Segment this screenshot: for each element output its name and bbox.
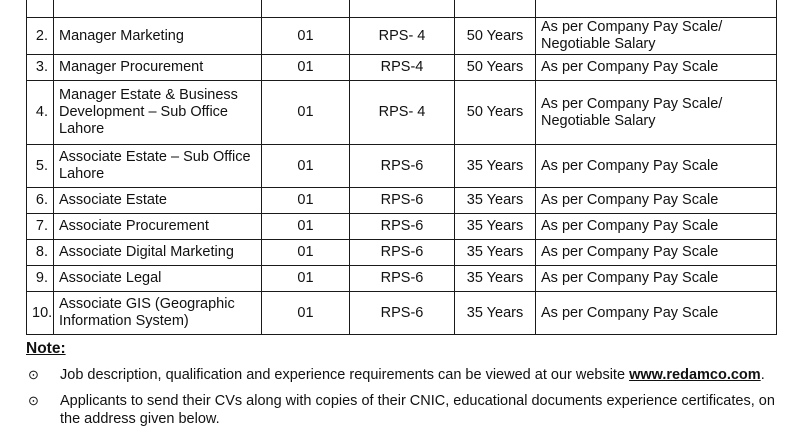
max-age: 35 Years [455,214,536,240]
salary-text [536,0,777,18]
row-number [27,0,54,18]
table-row [27,18,777,55]
post-quantity: 01 [262,266,350,292]
salary-text: As per Company Pay Scale [536,292,777,335]
post-title: Associate Procurement [54,214,262,240]
pay-scale: RPS-6 [350,240,455,266]
note-text [60,366,786,384]
row-number: 10. [27,292,54,335]
table-row [27,145,777,188]
post-title: Manager Procurement [54,55,262,81]
max-age: 35 Years [455,145,536,188]
post-quantity: 01 [262,240,350,266]
post-title-line: Lahore [59,166,105,182]
salary-text: As per Company Pay Scale [536,266,777,292]
row-number: 6. [27,188,54,214]
row-number: 8. [27,240,54,266]
pay-scale [350,0,455,18]
row-number: 7. [27,214,54,240]
positions-table [26,0,777,335]
salary-text: As per Company Pay Scale [536,240,777,266]
max-age: 35 Years [455,240,536,266]
post-title [54,145,262,188]
salary-text: As per Company Pay Scale/ Negotiable Salary [536,81,777,145]
salary-text: As per Company Pay Scale/ Negotiable Salary [536,18,777,55]
post-title-line: Associate Estate – Sub Office [59,149,251,165]
post-quantity: 01 [262,188,350,214]
post-title: Associate Estate [54,188,262,214]
table-row [27,0,777,18]
note-website-end: . [760,367,765,383]
pay-scale: RPS-6 [350,292,455,335]
post-title [54,0,262,18]
row-number: 9. [27,266,54,292]
salary-text: As per Company Pay Scale [536,145,777,188]
note-website-text: Job description, qualification and experience requirements can be viewed at our website [60,367,630,383]
post-quantity: 01 [262,18,350,55]
post-title [54,81,262,145]
post-title: Associate Digital Marketing [54,240,262,266]
post-quantity: 01 [262,145,350,188]
post-title-line: Information System) [59,313,189,329]
notes-title: Note: [26,340,66,357]
max-age: 50 Years [455,18,536,55]
table-row [27,240,777,266]
table-row [27,55,777,81]
post-title: Associate Legal [54,266,262,292]
row-number: 3. [27,55,54,81]
pay-scale: RPS- 4 [350,18,455,55]
max-age [455,0,536,18]
post-quantity: 01 [262,81,350,145]
table-row [27,214,777,240]
circle-bullet-icon: ⊙ [28,393,39,408]
salary-text: As per Company Pay Scale [536,188,777,214]
note-item-applicants [26,392,786,428]
pay-scale: RPS-6 [350,188,455,214]
positions-table-body [27,0,777,335]
post-title-line: Manager Estate & Business [59,87,238,103]
table-row [27,188,777,214]
post-title-line: Development – Sub Office [59,104,228,120]
max-age: 50 Years [455,55,536,81]
pay-scale: RPS-6 [350,145,455,188]
post-quantity [262,0,350,18]
max-age: 35 Years [455,188,536,214]
note-applicants-text: Applicants to send their CVs along with copies of their CNIC, educational documents experience certificates, on the address given below. [60,393,775,427]
pay-scale: RPS-6 [350,214,455,240]
salary-text: As per Company Pay Scale [536,55,777,81]
max-age: 35 Years [455,292,536,335]
pay-scale: RPS-6 [350,266,455,292]
post-title [54,292,262,335]
row-number: 5. [27,145,54,188]
table-row [27,266,777,292]
row-number: 4. [27,81,54,145]
pay-scale: RPS-4 [350,55,455,81]
post-title-line: Associate GIS (Geographic [59,296,235,312]
salary-text: As per Company Pay Scale [536,214,777,240]
max-age: 35 Years [455,266,536,292]
post-title-line: Lahore [59,121,105,137]
website-link[interactable]: www.redamco.com [629,367,761,383]
table-row [27,292,777,335]
row-number: 2. [27,18,54,55]
max-age: 50 Years [455,81,536,145]
note-item-website [26,366,786,384]
post-title: Manager Marketing [54,18,262,55]
pay-scale: RPS- 4 [350,81,455,145]
circle-bullet-icon: ⊙ [28,367,39,382]
post-quantity: 01 [262,292,350,335]
post-quantity: 01 [262,214,350,240]
notes-section [26,340,786,436]
post-quantity: 01 [262,55,350,81]
table-row [27,81,777,145]
